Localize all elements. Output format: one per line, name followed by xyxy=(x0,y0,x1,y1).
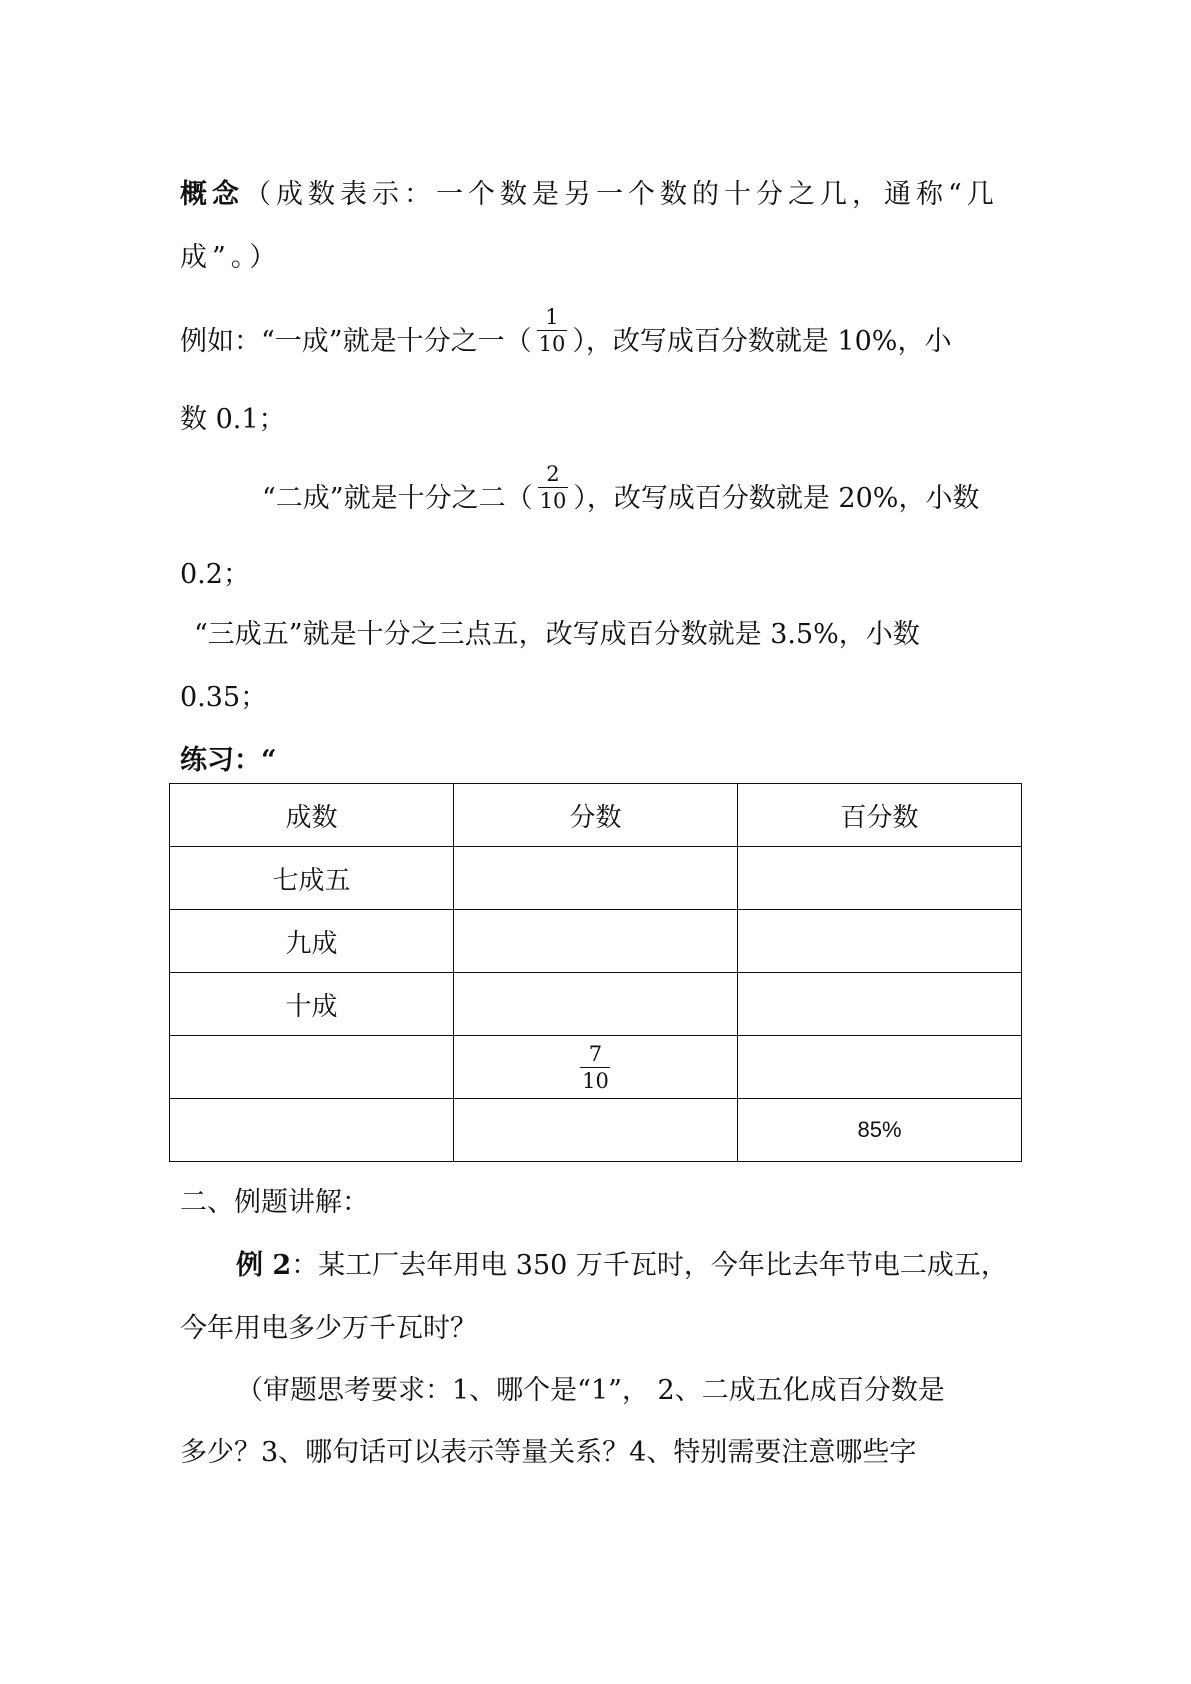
hint-line-1: （审题思考要求：1、哪个是“1”， 2、二成五化成百分数是 xyxy=(236,1375,945,1406)
example-line-1 xyxy=(180,305,952,369)
concept-text-cont: 成”。） xyxy=(180,242,282,273)
concept-label: 概念 xyxy=(180,179,244,210)
table-row xyxy=(170,1099,1022,1162)
example-2-cont: 0.2； xyxy=(180,559,250,590)
table-cell-fraction xyxy=(454,1036,738,1099)
example-line-2-cont xyxy=(180,552,250,591)
table-cell-blank[interactable] xyxy=(738,910,1022,973)
table-row xyxy=(170,847,1022,910)
hint-line-2: 多少？3、哪句话可以表示等量关系？4、特别需要注意哪些字 xyxy=(180,1437,917,1468)
table-cell-percent: 85% xyxy=(738,1099,1022,1162)
table-header-row xyxy=(170,784,1022,847)
table-cell: 七成五 xyxy=(170,847,454,910)
header-cheng-shu: 成数 xyxy=(170,784,454,847)
table-cell-blank[interactable] xyxy=(738,847,1022,910)
section-2-heading: 二、例题讲解： xyxy=(180,1187,369,1218)
table-cell-blank[interactable] xyxy=(454,973,738,1036)
table-cell-blank[interactable] xyxy=(454,847,738,910)
table-cell-blank[interactable] xyxy=(738,973,1022,1036)
example-2-text-after: ），改写成百分数就是 20%，小数 xyxy=(573,483,980,514)
problem-label: 例 2 xyxy=(236,1250,292,1281)
header-bai-fen-shu: 百分数 xyxy=(738,784,1022,847)
fraction-two-tenths: $\frac{2}{10}$ xyxy=(539,462,567,513)
fraction-one-tenth: $\frac{1}{10}$ xyxy=(538,305,566,356)
problem-text: ：某工厂去年用电 350 万千瓦时，今年比去年节电二成五， xyxy=(291,1250,1008,1281)
example-3-text: “三成五”就是十分之三点五，改写成百分数就是 3.5%，小数 xyxy=(194,619,920,650)
example-line-3 xyxy=(194,612,920,651)
table-cell: 九成 xyxy=(170,910,454,973)
table-cell-blank[interactable] xyxy=(738,1036,1022,1099)
header-fen-shu: 分数 xyxy=(454,784,738,847)
example-line-3-cont xyxy=(180,675,267,714)
example-1-text: 例如：“一成”就是十分之一（ xyxy=(180,326,532,357)
example-3-cont: 0.35； xyxy=(180,682,268,713)
table-row xyxy=(170,910,1022,973)
table-cell-blank[interactable] xyxy=(454,910,738,973)
table-cell-blank[interactable] xyxy=(170,1036,454,1099)
table-cell-blank[interactable] xyxy=(170,1099,454,1162)
table-row xyxy=(170,1036,1022,1099)
example-1-text-after: ），改写成百分数就是 10%，小 xyxy=(572,326,952,357)
concept-line-1 xyxy=(180,172,999,211)
concept-line-2 xyxy=(180,235,281,274)
table-cell: 十成 xyxy=(170,973,454,1036)
example-line-2 xyxy=(262,462,980,526)
fraction-seven-tenths: $\frac{7}{10}$ xyxy=(582,1041,609,1093)
concept-text: （成数表示：一个数是另一个数的十分之几，通称“几 xyxy=(244,179,999,210)
example-2-text: “二成”就是十分之二（ xyxy=(262,483,533,514)
table-row xyxy=(170,973,1022,1036)
practice-label: 练习：“ xyxy=(180,745,277,776)
practice-table xyxy=(169,783,1022,1162)
problem-line-2: 今年用电多少万千瓦时？ xyxy=(180,1313,477,1344)
example-line-1-cont xyxy=(180,397,286,436)
example-1-cont: 数 0.1； xyxy=(180,404,286,435)
table-cell-blank[interactable] xyxy=(454,1099,738,1162)
problem-line-1 xyxy=(236,1243,1008,1282)
